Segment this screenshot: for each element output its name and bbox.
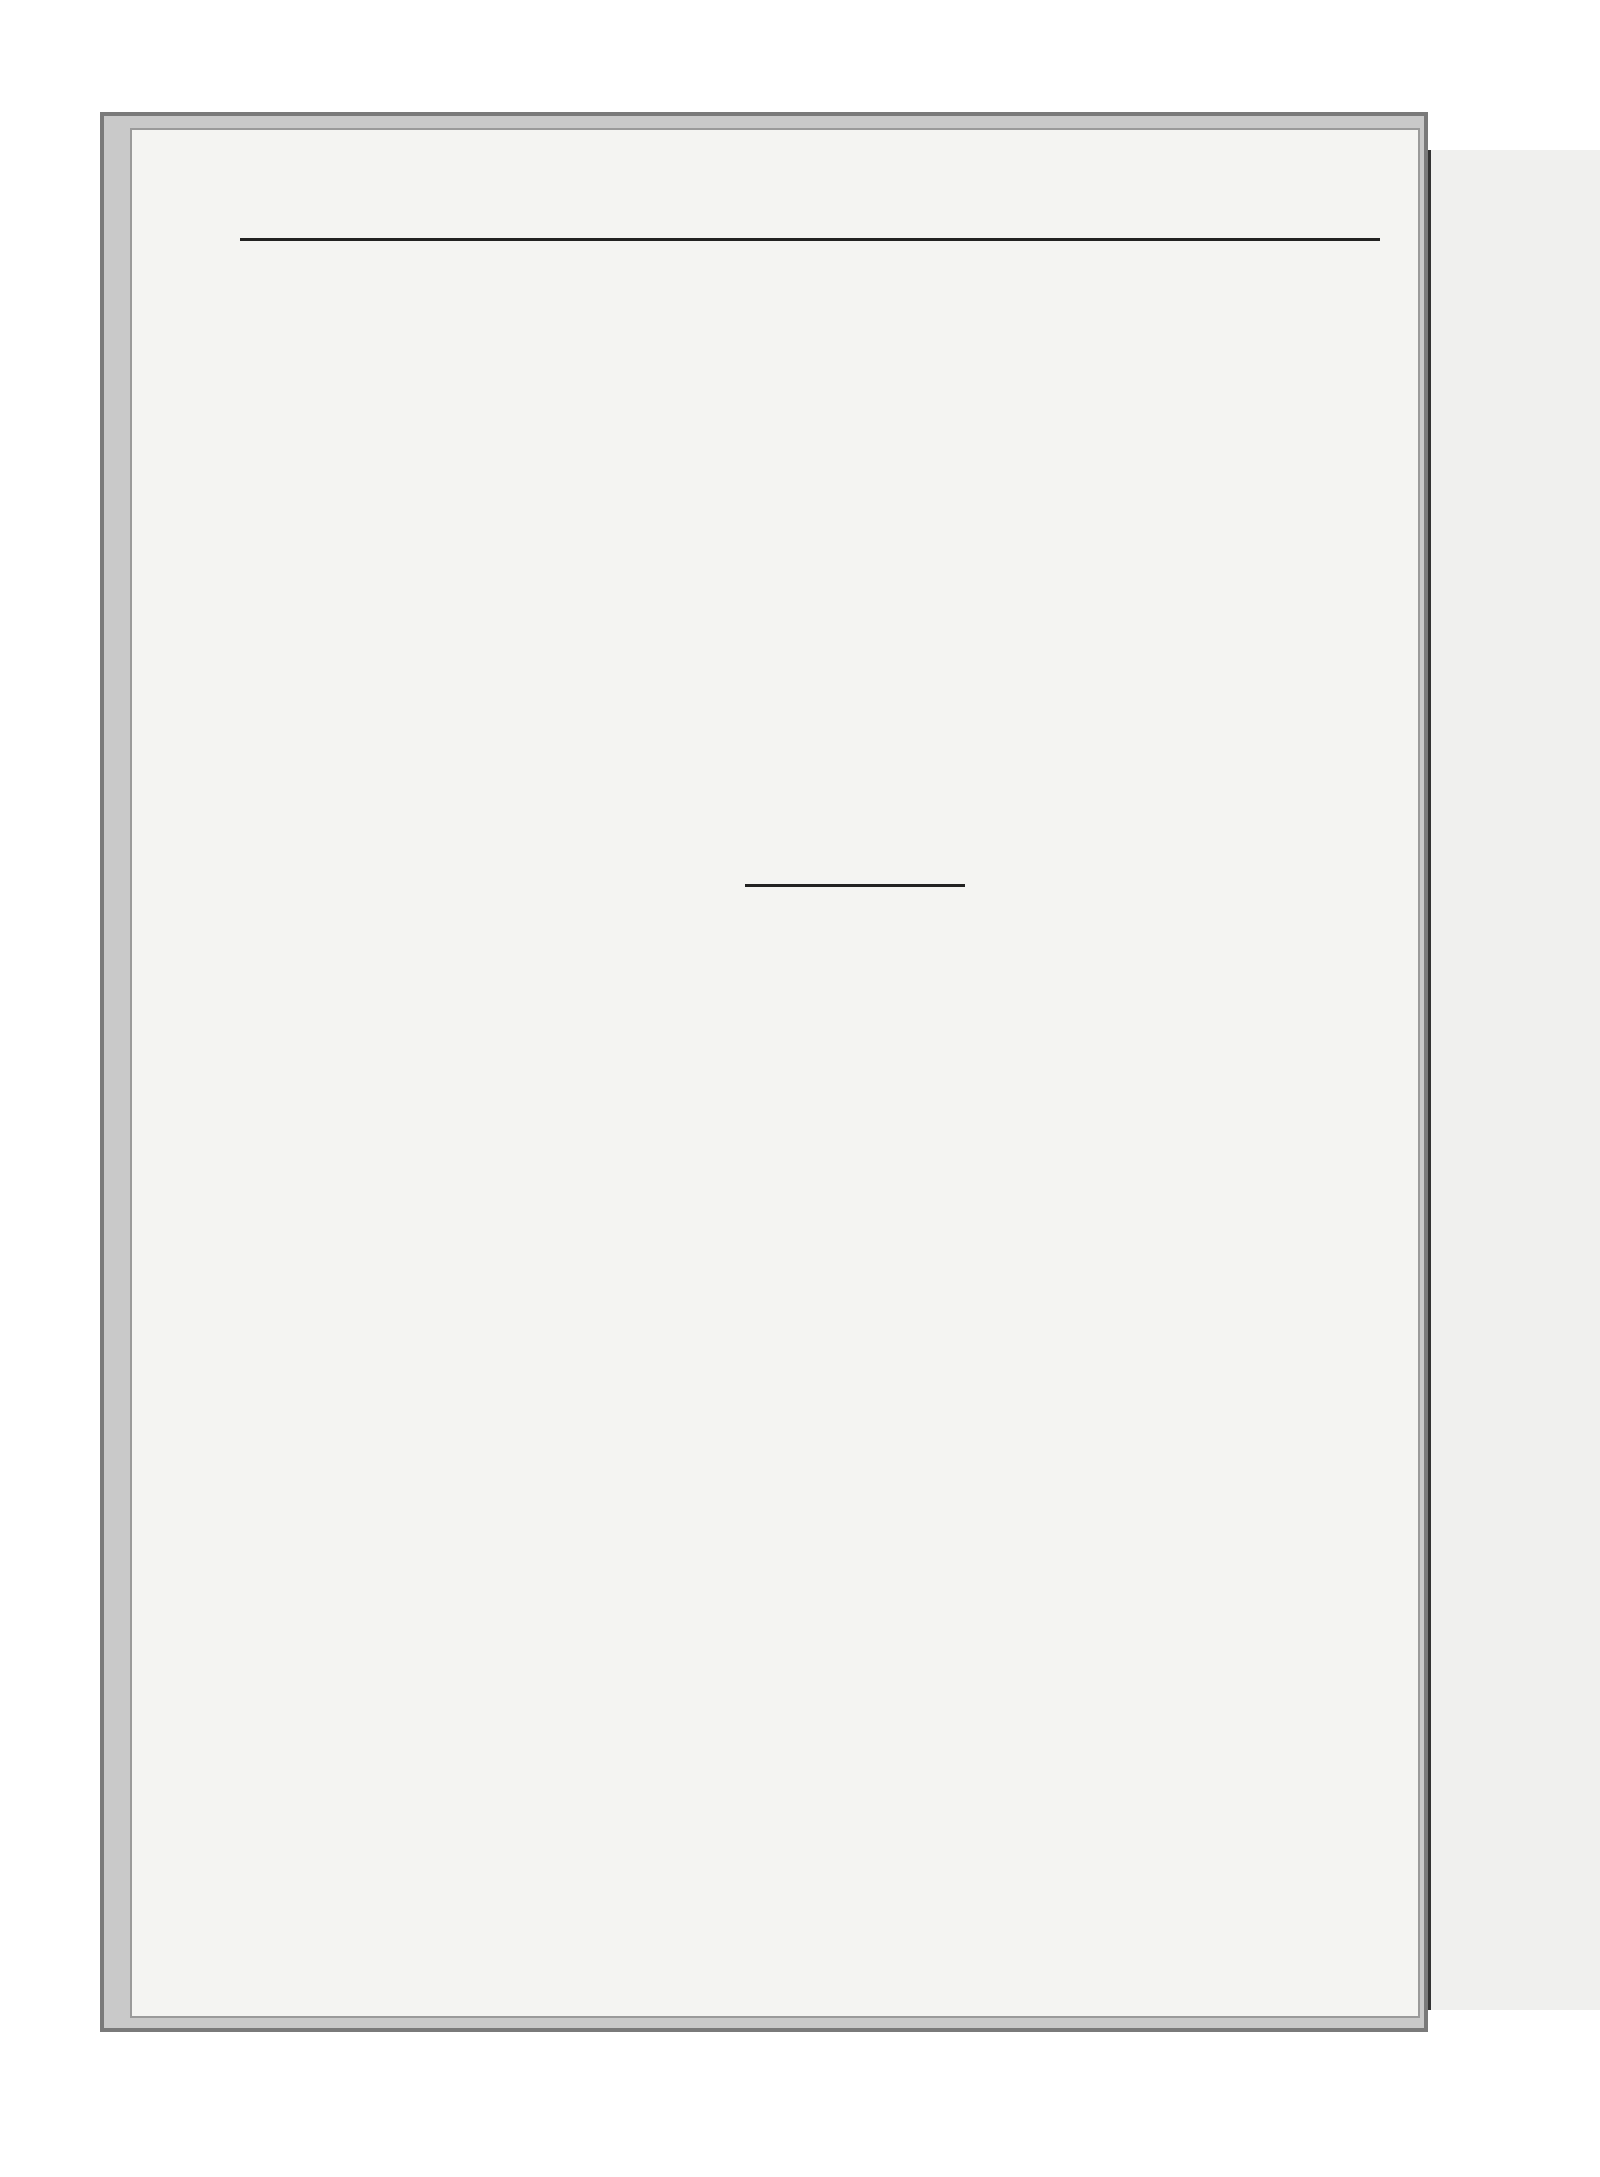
page-header: [240, 190, 1380, 241]
section-divider: [745, 884, 965, 887]
directory-page: [130, 128, 1420, 2018]
bottom-directory-columns: [240, 1096, 1380, 1956]
adjacent-page-strip: [1428, 150, 1600, 2010]
top-directory-columns: [240, 244, 1380, 844]
scan-condition-labels: [0, 140, 95, 1600]
